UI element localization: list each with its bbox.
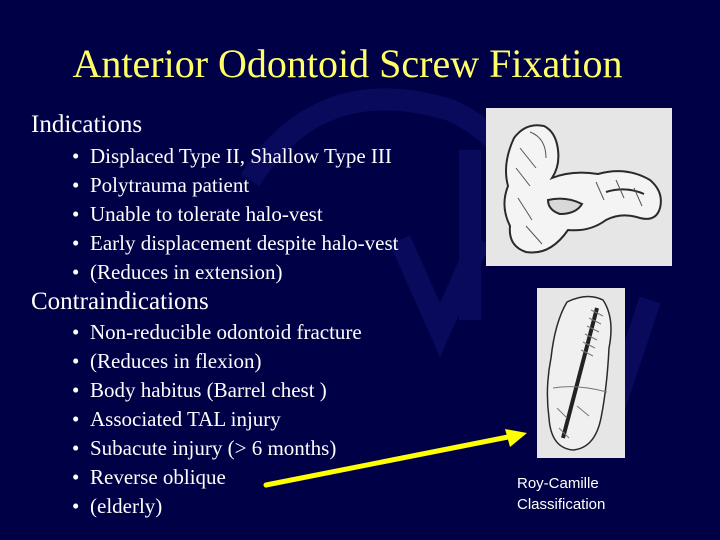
list-item: • Reverse oblique	[72, 463, 362, 492]
contraindications-heading: Contraindications	[31, 288, 209, 315]
list-item: • Associated TAL injury	[72, 405, 362, 434]
list-item: • (Reduces in extension)	[72, 258, 398, 287]
list-item: • Displaced Type II, Shallow Type III	[72, 142, 398, 171]
list-item: • (Reduces in flexion)	[72, 347, 362, 376]
figure-caption: Roy-Camille Classification	[517, 475, 606, 513]
slide-title: Anterior Odontoid Screw Fixation	[72, 41, 623, 86]
list-item: • Polytrauma patient	[72, 171, 398, 200]
indications-heading: Indications	[31, 111, 143, 138]
list-item: • Subacute injury (> 6 months)	[72, 434, 362, 463]
list-item: • Body habitus (Barrel chest )	[72, 376, 362, 405]
list-item: • Early displacement despite halo-vest	[72, 229, 398, 258]
list-item: • Unable to tolerate halo-vest	[72, 200, 398, 229]
list-item: • Non-reducible odontoid fracture	[72, 318, 362, 347]
list-item: • (elderly)	[72, 492, 362, 521]
